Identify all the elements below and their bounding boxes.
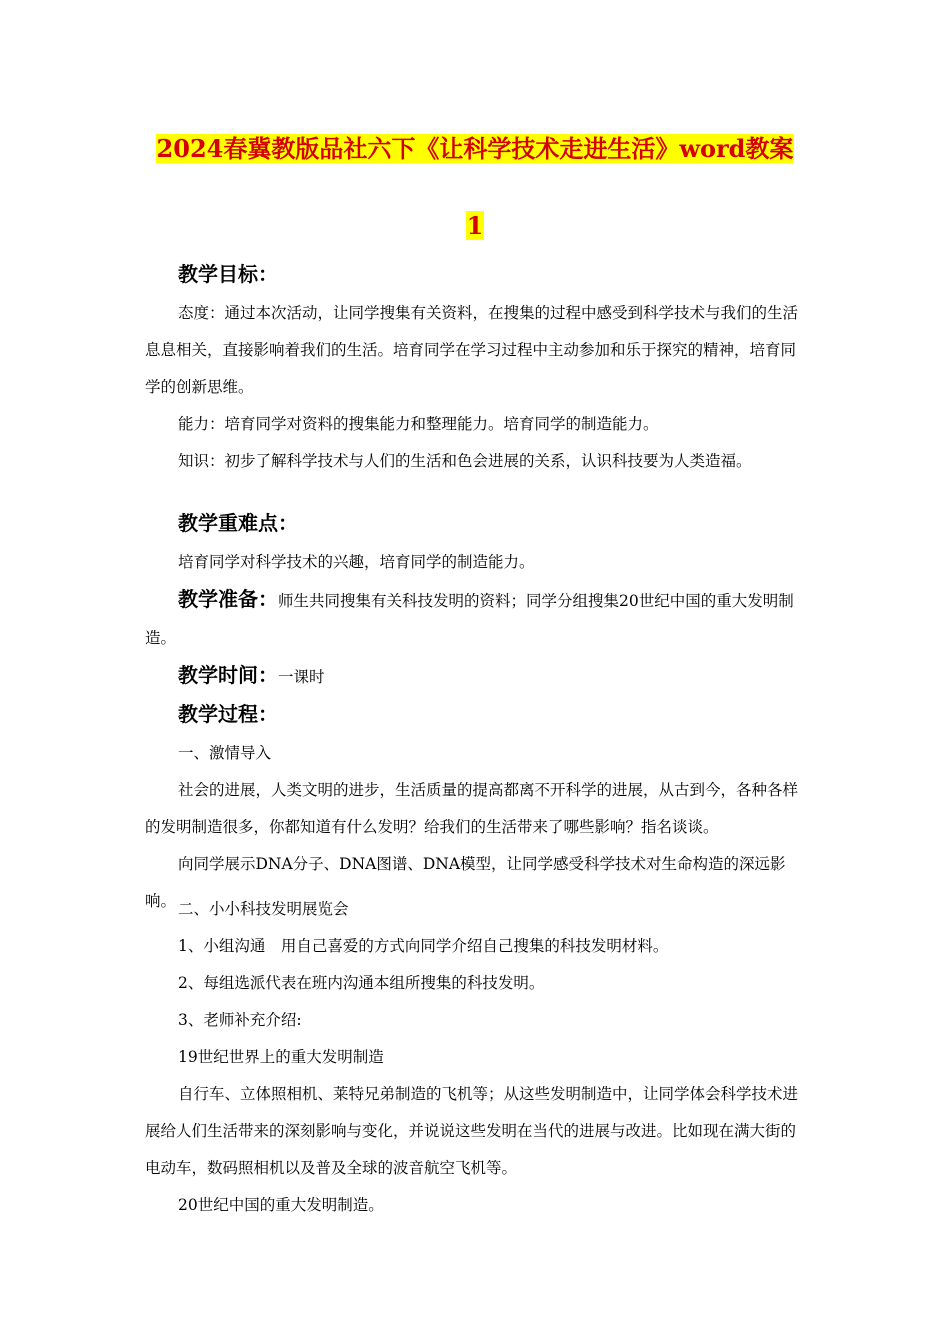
step2-title: 二、小小科技发明展览会	[178, 900, 349, 918]
step2-section	[145, 891, 810, 1224]
step1-title: 一、激情导入	[178, 744, 272, 762]
key-points-section	[145, 505, 810, 920]
title-text-2: 1	[466, 211, 484, 240]
preparation-heading: 教学准备：	[178, 587, 278, 611]
title-text-1: 2024春冀教版品社六下《让科学技术走进生活》word教案	[156, 134, 794, 163]
time-text: 一课时	[278, 668, 325, 686]
goals-attitude: 态度：通过本次活动，让同学搜集有关资料，在搜集的过程中感受到科学技术与我们的生活息息相关，直接影响着我们的生活。培育同学在学习过程中主动参加和乐于探究的精神，培育同学的创新思维。	[145, 304, 799, 396]
preparation-text: 师生共同搜集有关科技发明的资料；同学分组搜集20世纪中国的重大发明制造。	[145, 592, 794, 647]
step1-paragraph2: 向同学展示DNA分子、DNA图谱、DNA模型，让同学感受科学技术对生命构造的深远影响。	[145, 855, 786, 910]
step2-sub1-paragraph: 自行车、立体照相机、莱特兄弟制造的飞机等；从这些发明制造中，让同学体会科学技术进展给人们生活带来的深刻影响与变化，并说说这些发明在当代的进展与改进。比如现在满大街的电动车，数码照相机以及普及全球的波音航空飞机等。	[145, 1085, 799, 1177]
preparation-paragraph	[145, 581, 810, 657]
time-heading: 教学时间：	[178, 663, 278, 687]
key-points-text: 培育同学对科学技术的兴趣，培育同学的制造能力。	[178, 553, 535, 571]
goals-heading: 教学目标：	[178, 262, 278, 286]
goals-knowledge: 知识：初步了解科学技术与人们的生活和色会进展的关系，认识科技要为人类造福。	[178, 452, 752, 470]
step2-subheading1: 19世纪世界上的重大发明制造	[178, 1048, 384, 1066]
key-points-heading: 教学重难点：	[178, 511, 298, 535]
step2-item1: 1、小组沟通 用自己喜爱的方式向同学介绍自己搜集的科技发明材料。	[178, 937, 669, 955]
step2-subheading2: 20世纪中国的重大发明制造。	[178, 1196, 384, 1214]
document-title-line1	[0, 132, 950, 166]
process-heading: 教学过程：	[178, 702, 278, 726]
goals-section	[145, 256, 810, 480]
step2-item2: 2、每组选派代表在班内沟通本组所搜集的科技发明。	[178, 974, 545, 992]
time-paragraph	[145, 657, 810, 696]
goals-ability: 能力：培育同学对资料的搜集能力和整理能力。培育同学的制造能力。	[178, 415, 659, 433]
step2-item3: 3、老师补充介绍:	[178, 1011, 302, 1029]
document-title-line2	[0, 209, 950, 243]
step1-paragraph1: 社会的进展，人类文明的进步，生活质量的提高都离不开科学的进展，从古到今，各种各样的发明制造很多，你都知道有什么发明？给我们的生活带来了哪些影响？指名谈谈。	[145, 781, 799, 836]
